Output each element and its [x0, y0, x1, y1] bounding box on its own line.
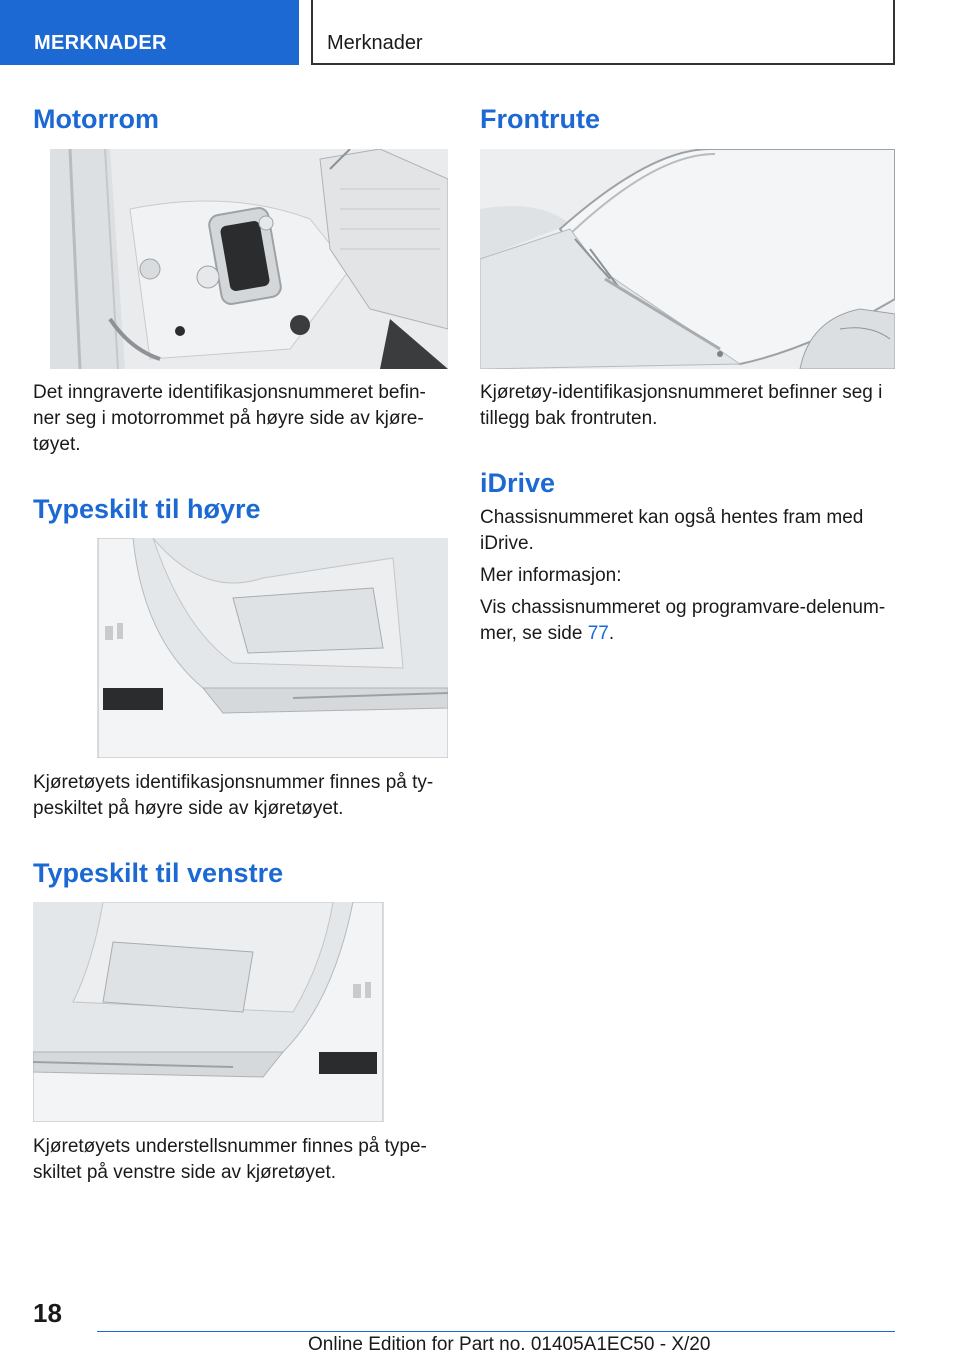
chapter-tab[interactable]: Merknader	[311, 0, 895, 65]
heading-motorrom: Motorrom	[33, 104, 159, 134]
footer-divider	[97, 1331, 895, 1332]
footer-edition: Online Edition for Part no. 01405A1EC50 - X/20	[308, 1334, 711, 1355]
page-number: 18	[33, 1298, 62, 1328]
heading-idrive: iDrive	[480, 468, 556, 498]
heading-typeskilt-venstre: Typeskilt til venstre	[33, 858, 284, 888]
more-info-label: Mer informasjon:	[480, 565, 622, 586]
right-door-sill-illustration	[33, 538, 448, 758]
left-door-sill-illustration	[33, 902, 448, 1122]
section-tab[interactable]: MERKNADER	[0, 0, 299, 65]
typeskilt-hoyre-text: Kjøretøyets identifikasjonsnummer finnes på ty- peskiltet på høyre side av kjøretøyet.	[33, 772, 434, 819]
heading-frontrute: Frontrute	[480, 104, 600, 134]
frontrute-text: Kjøretøy-identifikasjonsnummeret befinner seg i tillegg bak frontruten.	[480, 382, 883, 429]
windshield-illustration	[480, 149, 895, 369]
idrive-text: Chassisnummeret kan også hentes fram med iDrive.	[480, 507, 864, 554]
motorrom-text: Det inngraverte identifikasjonsnummeret befin- ner seg i motorrommet på høyre side av kjøre- tøyet.	[33, 382, 426, 455]
see-page-text: Vis chassisnummeret og programvare-delenum- mer, se side 77.	[480, 597, 886, 644]
typeskilt-venstre-text: Kjøretøyets understellsnummer finnes på type- skiltet på venstre side av kjøretøyet.	[33, 1136, 427, 1183]
page-link[interactable]: 77	[587, 623, 609, 644]
engine-bay-illustration	[50, 149, 448, 369]
heading-typeskilt-hoyre: Typeskilt til høyre	[33, 494, 261, 524]
